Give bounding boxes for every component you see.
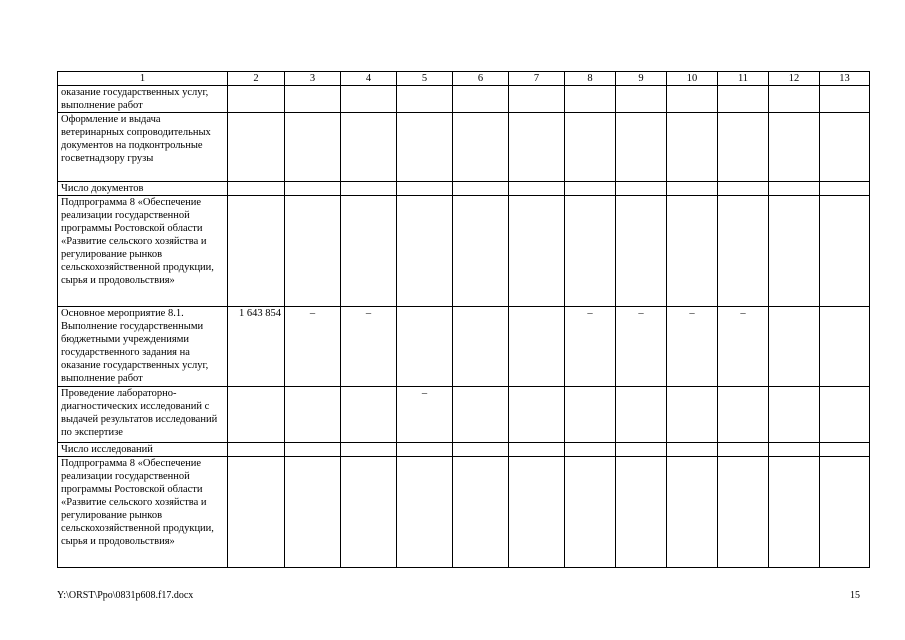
table-row-doc-count	[58, 182, 870, 196]
table-cell-col-10	[667, 182, 718, 196]
column-header-11: 11	[718, 72, 769, 86]
table-cell-col-3: –	[285, 307, 341, 387]
table-cell-col-5	[397, 443, 453, 457]
table-cell-col-10	[667, 113, 718, 182]
table-cell-col-12	[769, 387, 820, 443]
table-cell-col-4: –	[341, 307, 397, 387]
table-cell-col-6	[453, 307, 509, 387]
table-cell-col-12	[769, 86, 820, 113]
table-cell-col-3	[285, 86, 341, 113]
table-cell-col-2	[228, 387, 285, 443]
table-cell-col-12	[769, 457, 820, 568]
table-cell-col-7	[509, 113, 565, 182]
table-row-service-tail	[58, 86, 870, 113]
table-cell-col-4	[341, 86, 397, 113]
table-cell-col-6	[453, 457, 509, 568]
table-cell-col-8: –	[565, 307, 616, 387]
table-cell-col-8	[565, 387, 616, 443]
table-cell-col-5	[397, 196, 453, 307]
table-cell-col-9	[616, 86, 667, 113]
table-cell-col-13	[820, 182, 870, 196]
table-cell-col-4	[341, 443, 397, 457]
row-label: Основное мероприятие 8.1. Выполнение государственными бюджетными учреждениями государственного задания на оказание государственных услуг, выполнение работ	[58, 307, 228, 387]
table-cell-col-2	[228, 182, 285, 196]
table-cell-col-12	[769, 196, 820, 307]
table-cell-col-6	[453, 387, 509, 443]
table-cell-col-10	[667, 86, 718, 113]
table-cell-col-4	[341, 196, 397, 307]
table-cell-col-4	[341, 457, 397, 568]
table-cell-col-3	[285, 443, 341, 457]
table-cell-col-9	[616, 457, 667, 568]
data-table	[57, 71, 870, 568]
table-cell-col-3	[285, 113, 341, 182]
table-cell-col-12	[769, 182, 820, 196]
table-cell-col-10	[667, 457, 718, 568]
table-cell-col-5	[397, 86, 453, 113]
table-row-measure-8-1	[58, 307, 870, 387]
table-cell-col-5	[397, 182, 453, 196]
table-cell-col-10	[667, 443, 718, 457]
column-header-4: 4	[341, 72, 397, 86]
row-label: Подпрограмма 8 «Обеспечение реализации государственной программы Ростовской области «Развитие сельского хозяйства и регулирование рынков сельскохозяйственной продукции, сырья и продовольствия»	[58, 457, 228, 568]
page-number: 15	[850, 590, 860, 601]
table-cell-col-8	[565, 457, 616, 568]
table-cell-col-10	[667, 387, 718, 443]
table-cell-col-2	[228, 457, 285, 568]
table-cell-col-6	[453, 196, 509, 307]
table-row-subprogram-8	[58, 196, 870, 307]
table-cell-col-9	[616, 387, 667, 443]
table-cell-col-7	[509, 182, 565, 196]
table-cell-col-11	[718, 113, 769, 182]
table-cell-col-9: –	[616, 307, 667, 387]
table-cell-col-13	[820, 387, 870, 443]
table-cell-col-2	[228, 196, 285, 307]
table-cell-col-4	[341, 387, 397, 443]
table-cell-col-7	[509, 86, 565, 113]
table-cell-col-13	[820, 86, 870, 113]
table-cell-col-11	[718, 443, 769, 457]
table-cell-col-9	[616, 182, 667, 196]
table-cell-col-13	[820, 307, 870, 387]
table-cell-col-7	[509, 307, 565, 387]
table-cell-col-7	[509, 196, 565, 307]
table-cell-col-13	[820, 443, 870, 457]
table-cell-col-2: 1 643 854	[228, 307, 285, 387]
table-cell-col-3	[285, 196, 341, 307]
table-cell-col-5	[397, 307, 453, 387]
table-cell-col-9	[616, 113, 667, 182]
table-cell-col-3	[285, 387, 341, 443]
table-cell-col-5	[397, 113, 453, 182]
row-label: Оформление и выдача ветеринарных сопроводительных документов на подконтрольные госветнадзору грузы	[58, 113, 228, 182]
table-cell-col-5: –	[397, 387, 453, 443]
table-cell-col-7	[509, 443, 565, 457]
row-label: Число исследований	[58, 443, 228, 457]
table-cell-col-13	[820, 113, 870, 182]
column-header-13: 13	[820, 72, 870, 86]
column-header-5: 5	[397, 72, 453, 86]
table-cell-col-4	[341, 113, 397, 182]
column-header-2: 2	[228, 72, 285, 86]
table-cell-col-2	[228, 443, 285, 457]
table-cell-col-12	[769, 443, 820, 457]
table-cell-col-7	[509, 457, 565, 568]
table-cell-col-6	[453, 182, 509, 196]
column-header-9: 9	[616, 72, 667, 86]
table-cell-col-8	[565, 182, 616, 196]
table-row-vet-docs	[58, 113, 870, 182]
table-cell-col-13	[820, 196, 870, 307]
footer-file-path: Y:\ORST\Ppo\0831p608.f17.docx	[57, 590, 194, 601]
column-header-6: 6	[453, 72, 509, 86]
table-cell-col-2	[228, 86, 285, 113]
table-header-row	[58, 72, 870, 86]
row-label: Проведение лабораторно-диагностических исследований с выдачей результатов исследований по экспертизе	[58, 387, 228, 443]
table-row-test-count	[58, 443, 870, 457]
column-header-3: 3	[285, 72, 341, 86]
table-cell-col-2	[228, 113, 285, 182]
table-cell-col-11	[718, 182, 769, 196]
table-cell-col-8	[565, 196, 616, 307]
table-cell-col-11	[718, 387, 769, 443]
table-cell-col-5	[397, 457, 453, 568]
table-cell-col-8	[565, 86, 616, 113]
table-cell-col-11	[718, 196, 769, 307]
column-header-12: 12	[769, 72, 820, 86]
table-cell-col-6	[453, 443, 509, 457]
table-cell-col-11: –	[718, 307, 769, 387]
table-cell-col-3	[285, 457, 341, 568]
table-cell-col-7	[509, 387, 565, 443]
table-cell-col-8	[565, 443, 616, 457]
table-cell-col-12	[769, 307, 820, 387]
table-cell-col-6	[453, 113, 509, 182]
table-cell-col-11	[718, 457, 769, 568]
table-cell-col-4	[341, 182, 397, 196]
table-cell-col-10: –	[667, 307, 718, 387]
table-row-lab-tests	[58, 387, 870, 443]
row-label: Подпрограмма 8 «Обеспечение реализации государственной программы Ростовской области «Развитие сельского хозяйства и регулирование рынков сельскохозяйственной продукции, сырья и продовольствия»	[58, 196, 228, 307]
row-label: Число документов	[58, 182, 228, 196]
column-header-7: 7	[509, 72, 565, 86]
column-header-1: 1	[58, 72, 228, 86]
table-cell-col-6	[453, 86, 509, 113]
table-cell-col-9	[616, 443, 667, 457]
table-cell-col-10	[667, 196, 718, 307]
column-header-8: 8	[565, 72, 616, 86]
table-cell-col-11	[718, 86, 769, 113]
table-cell-col-3	[285, 182, 341, 196]
table-cell-col-8	[565, 113, 616, 182]
table-row-subprogram-8-repeat	[58, 457, 870, 568]
table-cell-col-9	[616, 196, 667, 307]
column-header-10: 10	[667, 72, 718, 86]
table-cell-col-13	[820, 457, 870, 568]
row-label: оказание государственных услуг, выполнение работ	[58, 86, 228, 113]
table-cell-col-12	[769, 113, 820, 182]
